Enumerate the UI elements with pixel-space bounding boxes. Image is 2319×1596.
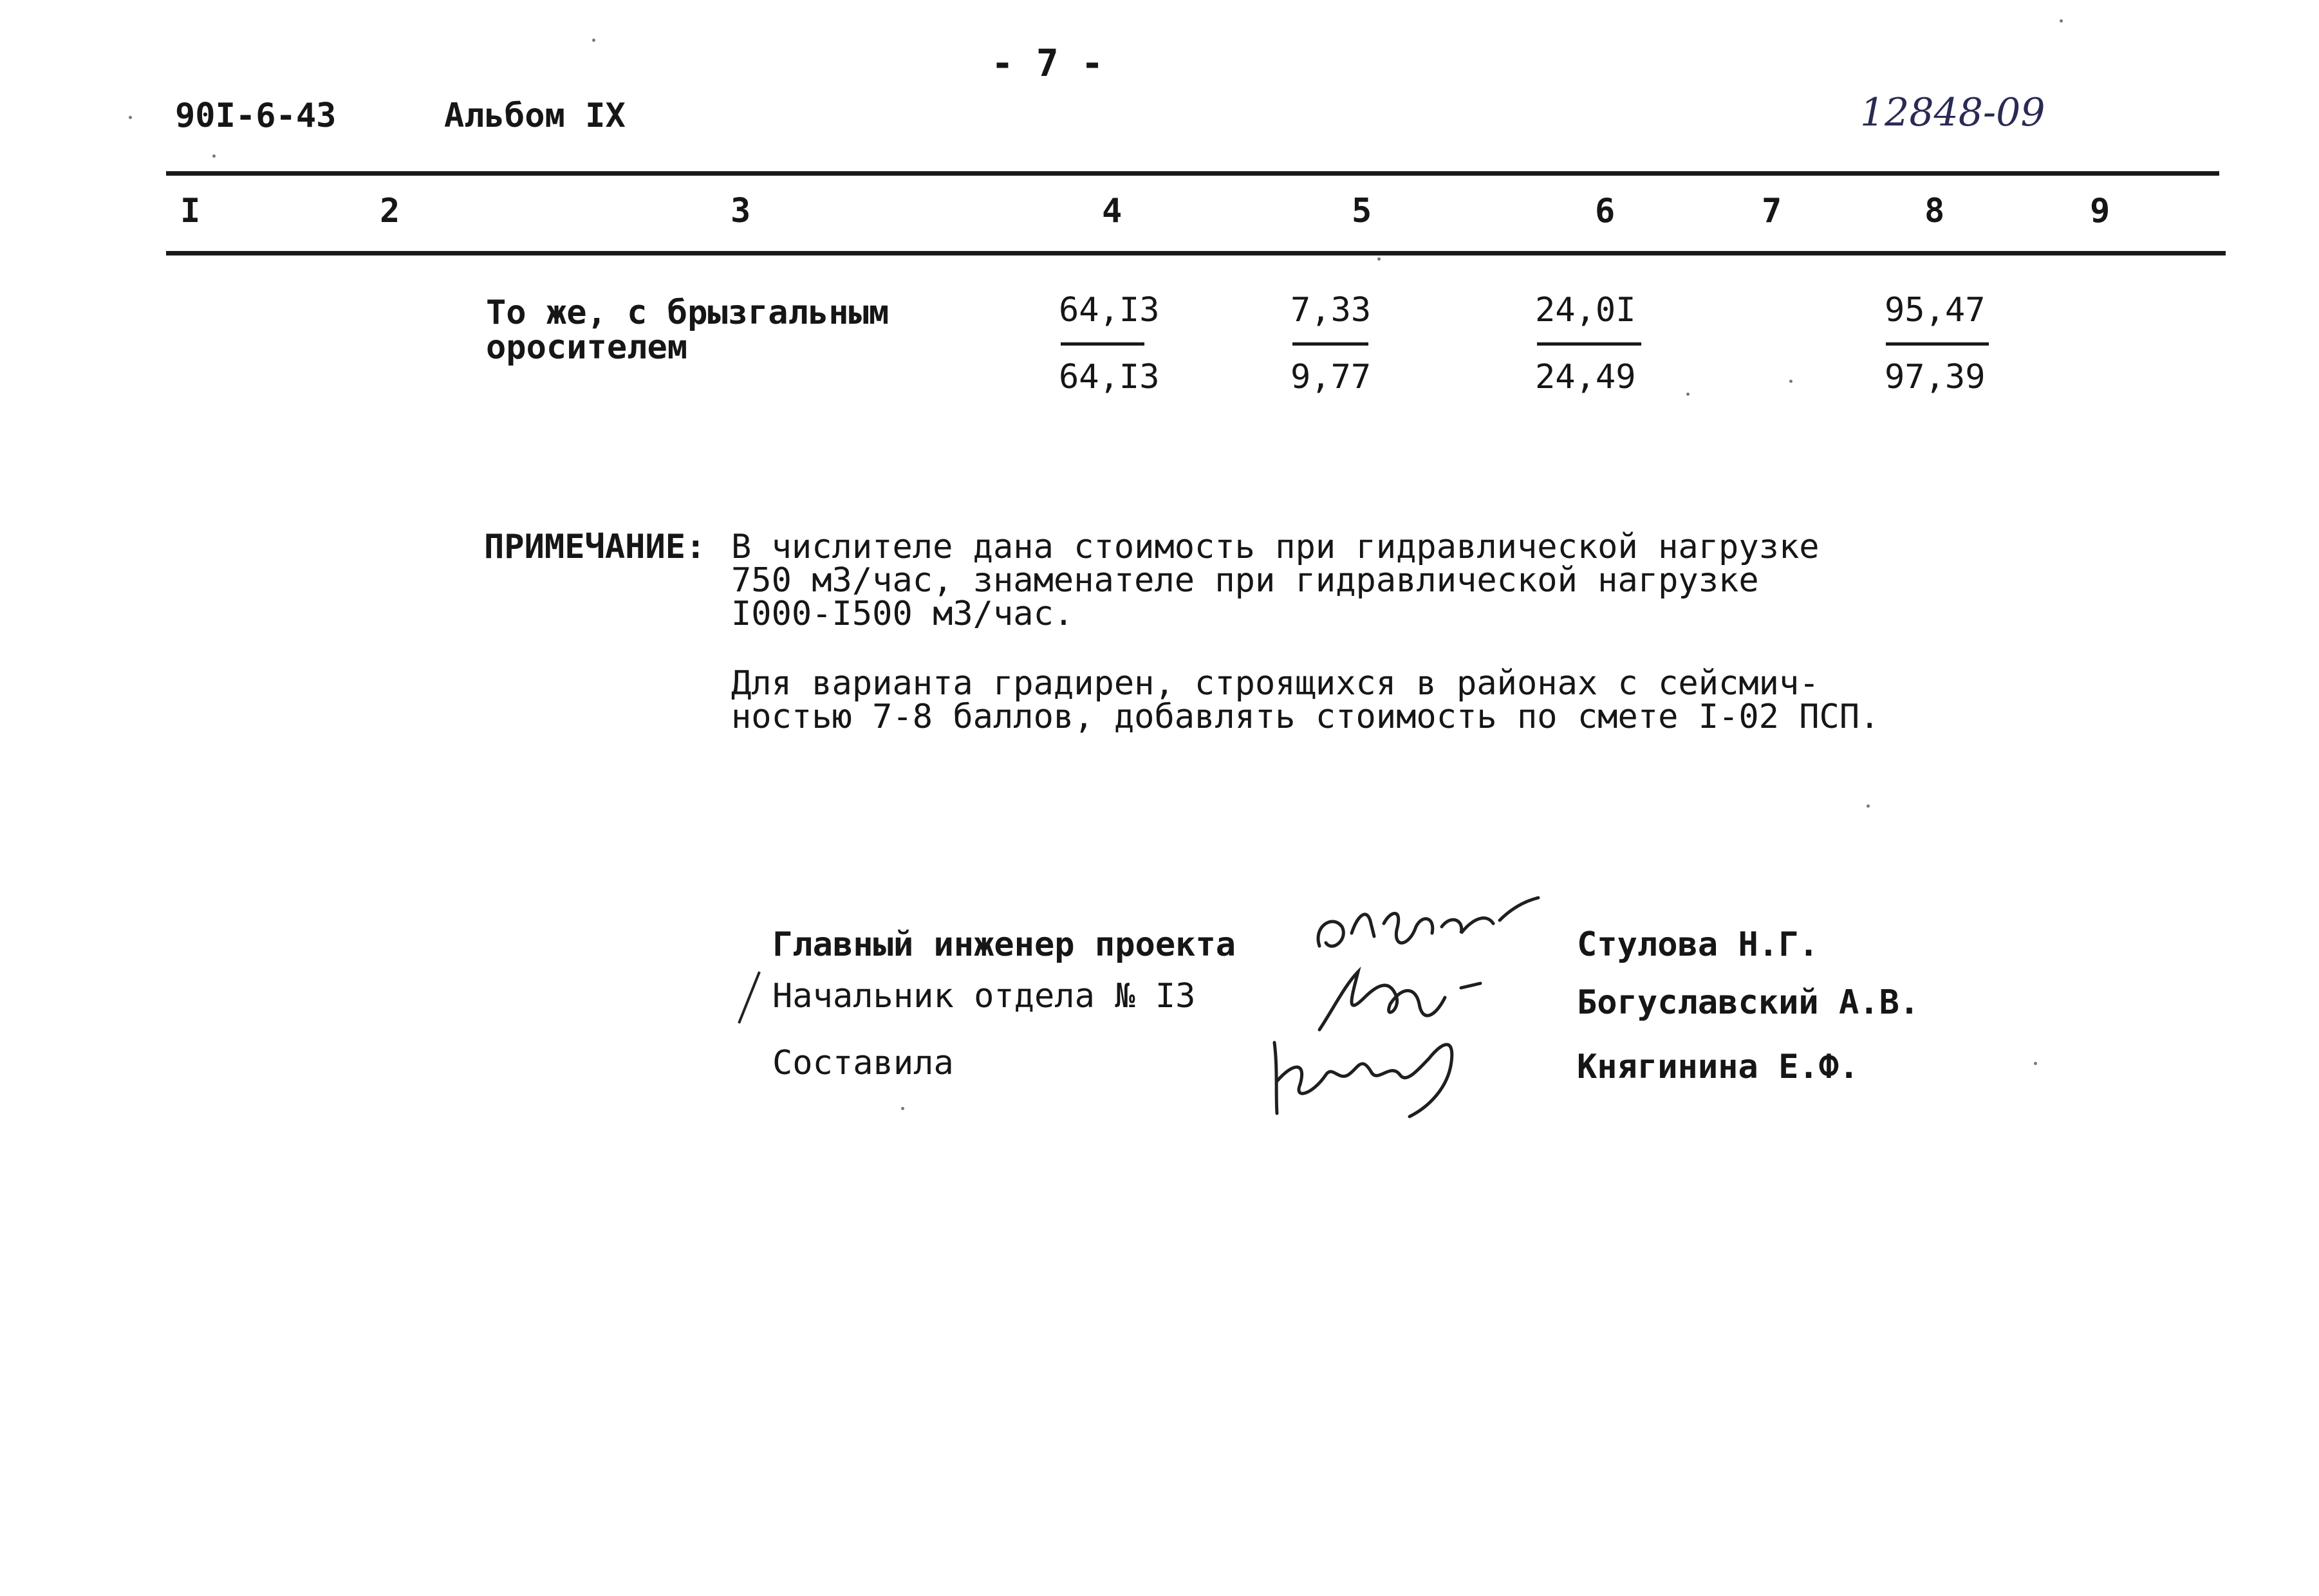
column-header-7: 7 [1762, 192, 1782, 230]
col8-denominator: 97,39 [1885, 358, 1986, 396]
scan-speck [592, 39, 595, 42]
row-description-line1: То же, с брызгальным [486, 293, 889, 332]
signature-name-1: Стулова Н.Г. [1577, 925, 1819, 964]
column-header-2: 2 [380, 192, 400, 230]
col8-fraction-bar [1886, 342, 1989, 346]
scan-speck [1377, 257, 1381, 261]
signature-name-3: Княгинина Е.Ф. [1577, 1048, 1859, 1086]
column-header-1: I [180, 192, 201, 230]
scan-speck [212, 154, 216, 158]
scan-speck [901, 1107, 904, 1110]
column-header-3: 3 [731, 192, 751, 230]
col6-denominator: 24,49 [1535, 358, 1636, 396]
column-header-5: 5 [1352, 192, 1372, 230]
col4-denominator: 64,I3 [1059, 358, 1160, 396]
scan-speck [1686, 393, 1690, 396]
note-p1-line3: I000-I500 м3/час. [731, 595, 1074, 633]
signature-role-2: Начальник отдела № I3 [772, 977, 1196, 1016]
handwritten-number: 12848-09 [1860, 90, 2045, 135]
column-header-9: 9 [2090, 192, 2110, 230]
document-code: 90I-6-43 [175, 97, 337, 135]
col5-denominator: 9,77 [1290, 358, 1372, 396]
signature-scribble-3 [1262, 1023, 1506, 1126]
album-label: Альбом IX [444, 97, 626, 135]
col6-fraction-bar [1537, 342, 1641, 346]
col5-numerator: 7,33 [1290, 291, 1372, 329]
column-header-8: 8 [1924, 192, 1945, 230]
table-top-rule [166, 171, 2219, 176]
column-header-4: 4 [1102, 192, 1122, 230]
col4-numerator: 64,I3 [1059, 291, 1160, 329]
signature-name-2: Богуславский А.В. [1577, 983, 1920, 1022]
col5-fraction-bar [1292, 342, 1368, 346]
scan-speck [1789, 380, 1793, 383]
note-label: ПРИМЕЧАНИЕ: [484, 528, 706, 566]
page-number: - 7 - [991, 41, 1104, 85]
col8-numerator: 95,47 [1885, 291, 1986, 329]
scan-speck [129, 116, 132, 119]
slash-mark [734, 969, 766, 1027]
note-p2-line1: Для варианта градирен, строящихся в районах с сейсмич- [731, 664, 1820, 703]
column-header-6: 6 [1595, 192, 1616, 230]
note-p2-line2: ностью 7-8 баллов, добавлять стоимость по смете I-02 ПСП. [731, 698, 1880, 736]
col4-fraction-bar [1061, 342, 1144, 346]
table-header-bottom-rule [166, 251, 2226, 255]
signature-role-1: Главный инженер проекта [772, 925, 1236, 964]
col6-numerator: 24,0I [1535, 291, 1636, 329]
note-p1-line2: 750 м3/час, знаменателе при гидравлической нагрузке [731, 561, 1759, 600]
signature-role-3: Составила [772, 1044, 954, 1082]
scan-speck [1867, 804, 1870, 808]
row-description-line2: оросителем [486, 328, 688, 367]
scan-speck [2060, 19, 2063, 23]
scan-speck [2034, 1062, 2037, 1065]
note-p1-line1: В числителе дана стоимость при гидравлической нагрузке [731, 528, 1820, 566]
